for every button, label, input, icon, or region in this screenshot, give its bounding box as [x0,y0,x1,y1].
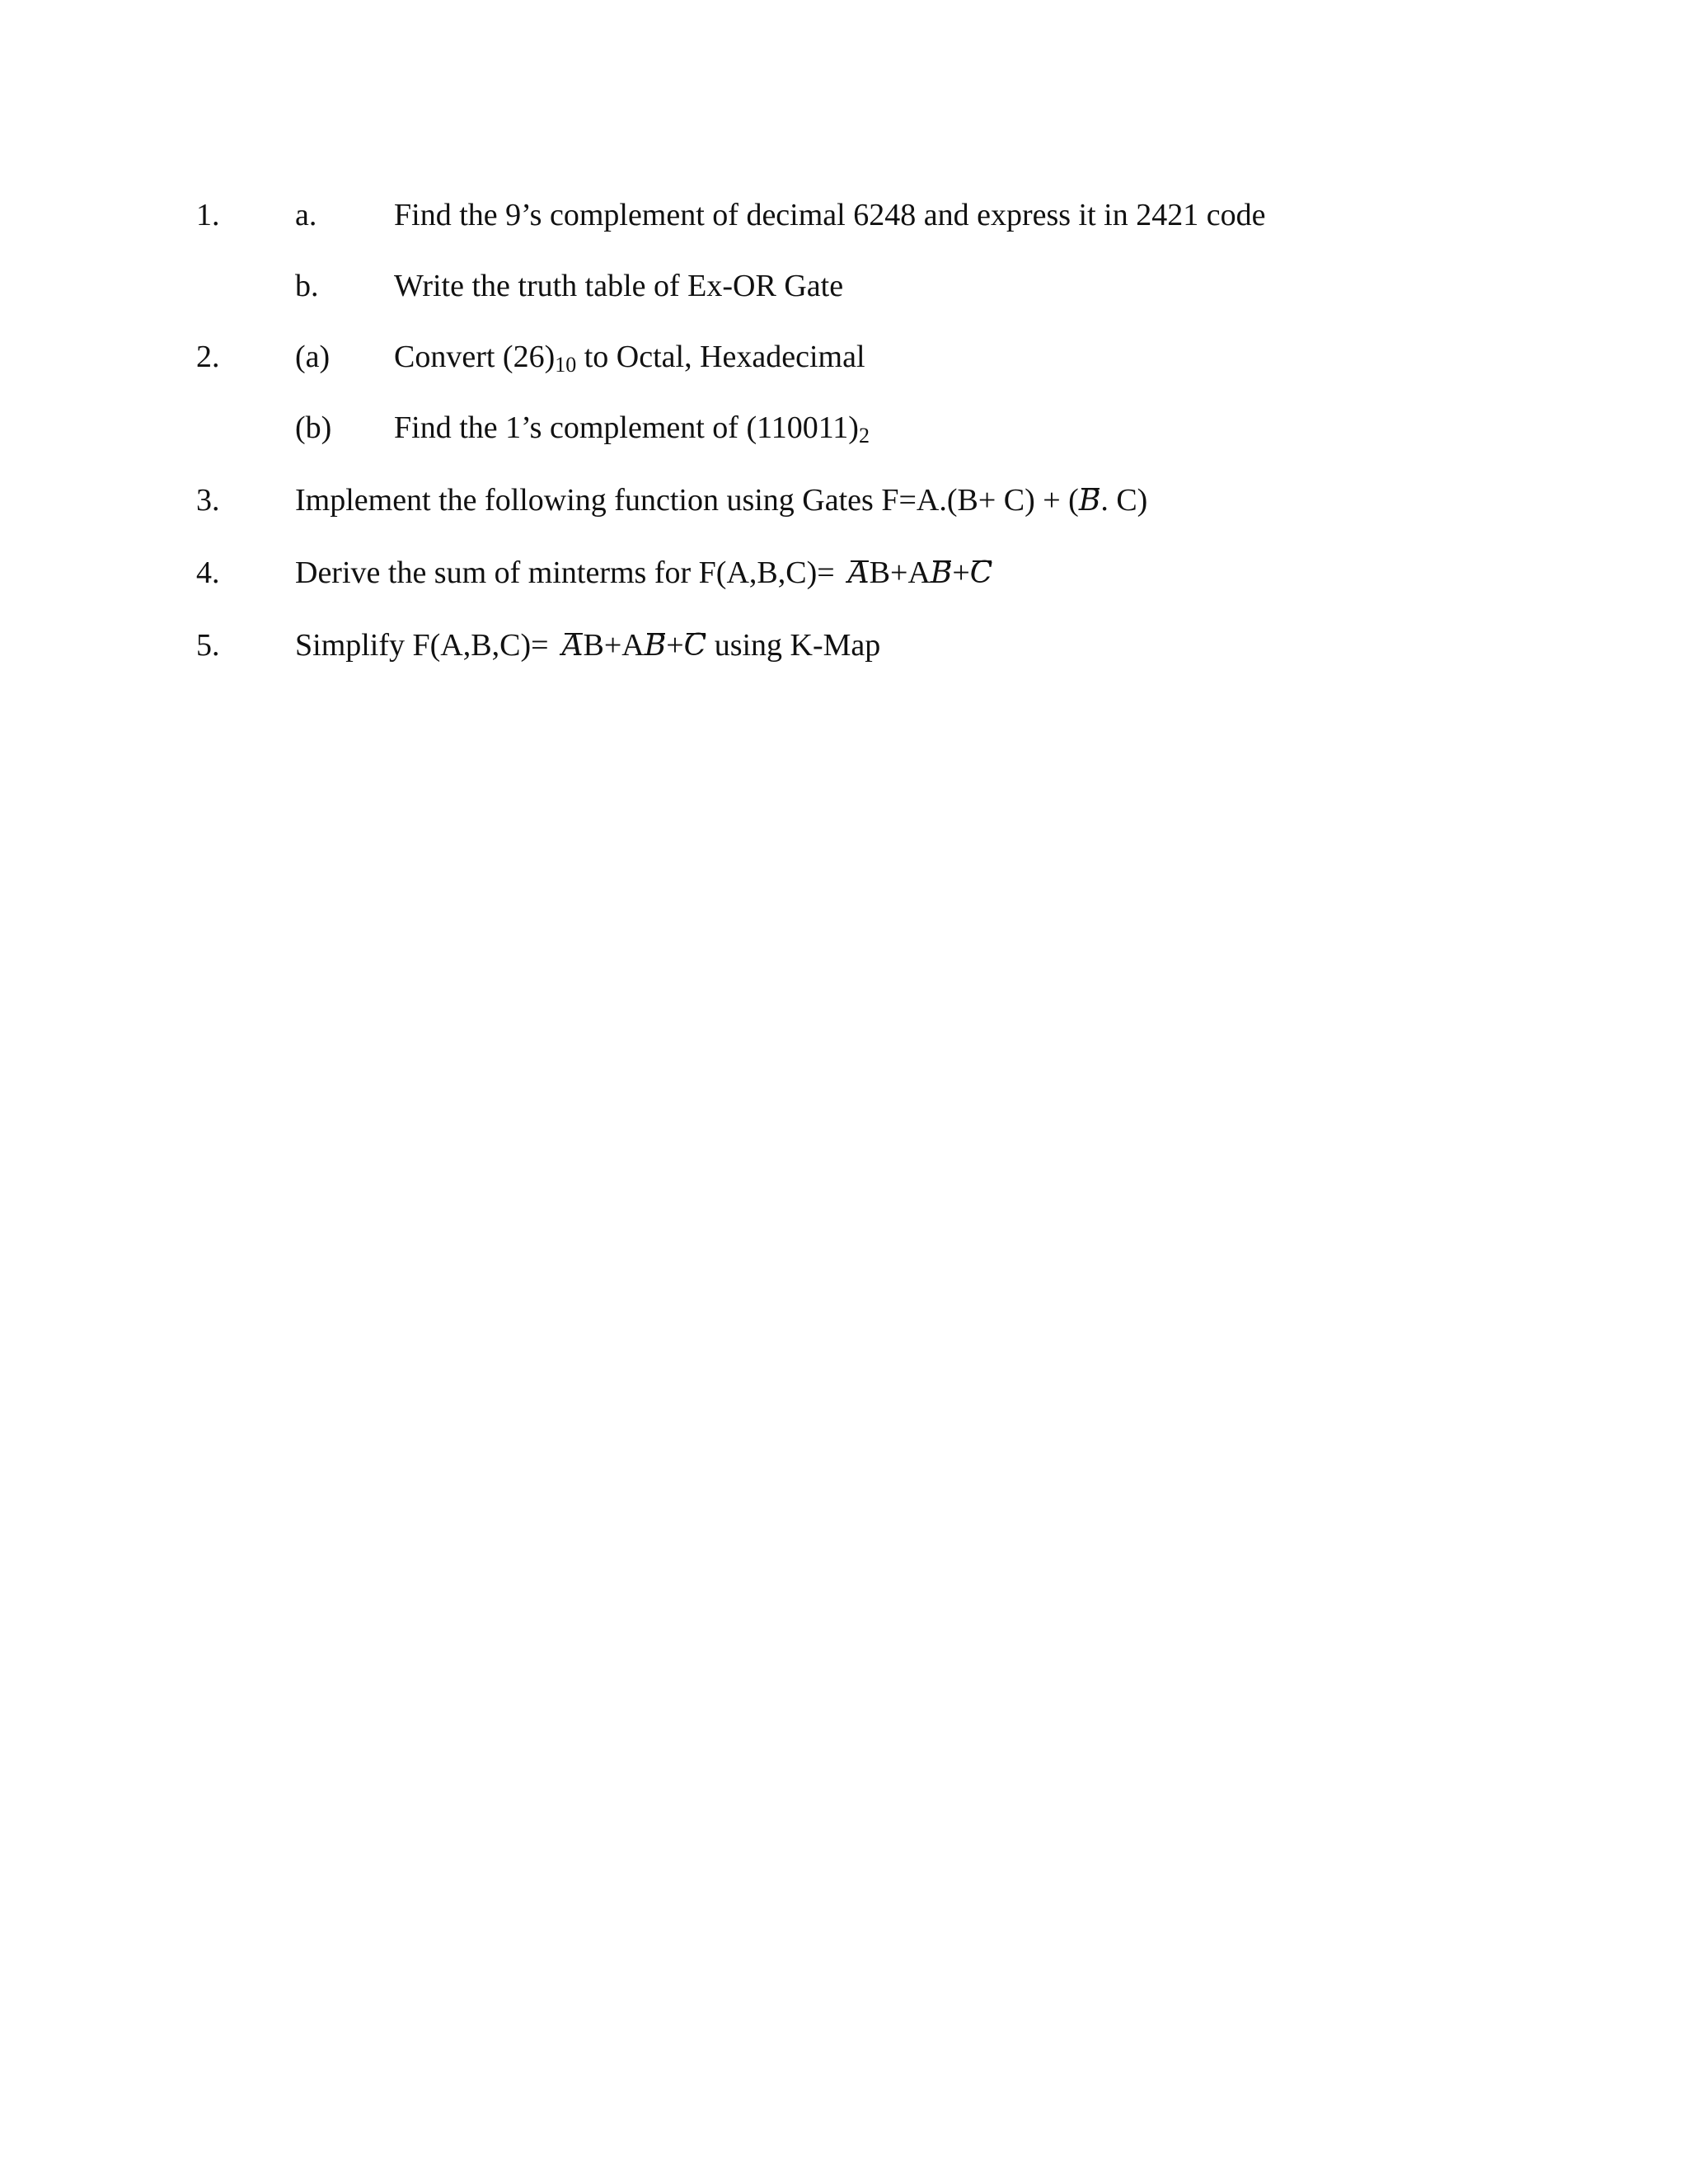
text-segment: + [952,555,970,590]
question-text [394,412,870,447]
c-bar-symbol: C [969,556,993,590]
question-3 [0,485,1688,526]
part-label: (b) [295,410,332,445]
text-segment: Find the 1’s complement of (110011) [394,410,859,445]
text-segment: + [666,628,684,663]
question-1a [0,199,1688,241]
text-segment: Implement the following function using Gates F=A.(B+ C) + ( [295,483,1079,518]
question-5 [0,630,1688,671]
question-number: 5. [196,628,220,663]
text-segment: to Octal, Hexadecimal [576,340,865,374]
question-2a [0,341,1688,382]
text-segment: using K-Map [706,628,881,663]
part-label: b. [295,269,319,303]
b-bar-symbol: B [1078,484,1101,518]
question-number: 1. [196,198,220,232]
question-text [295,557,992,588]
question-text [295,630,880,661]
b-bar-symbol: B [644,629,667,663]
question-number: 4. [196,555,220,590]
text-segment: B+A [869,555,931,590]
text-segment: Derive the sum of minterms for F(A,B,C)= [295,555,835,590]
text-segment: B+A [583,628,645,663]
question-number: 2. [196,340,220,374]
question-text: Find the 9’s complement of decimal 6248 and express it in 2421 code [394,198,1266,232]
a-bar-symbol: A [561,629,584,663]
question-number: 3. [196,483,220,518]
question-2b [0,412,1688,453]
text-segment: . C) [1100,483,1148,518]
a-bar-symbol: A [847,556,870,590]
b-bar-symbol: B [930,556,953,590]
subscript: 2 [858,424,870,448]
part-label: (a) [295,340,331,374]
text-segment: Simplify F(A,B,C)= [295,628,549,663]
question-text [295,485,1147,516]
question-text [394,341,865,376]
question-1b [0,270,1688,312]
question-4 [0,557,1688,598]
part-label: a. [295,198,317,232]
subscript: 10 [555,353,577,377]
c-bar-symbol: C [683,629,707,663]
question-text: Write the truth table of Ex-OR Gate [394,269,844,303]
text-segment: Convert (26) [394,340,556,374]
